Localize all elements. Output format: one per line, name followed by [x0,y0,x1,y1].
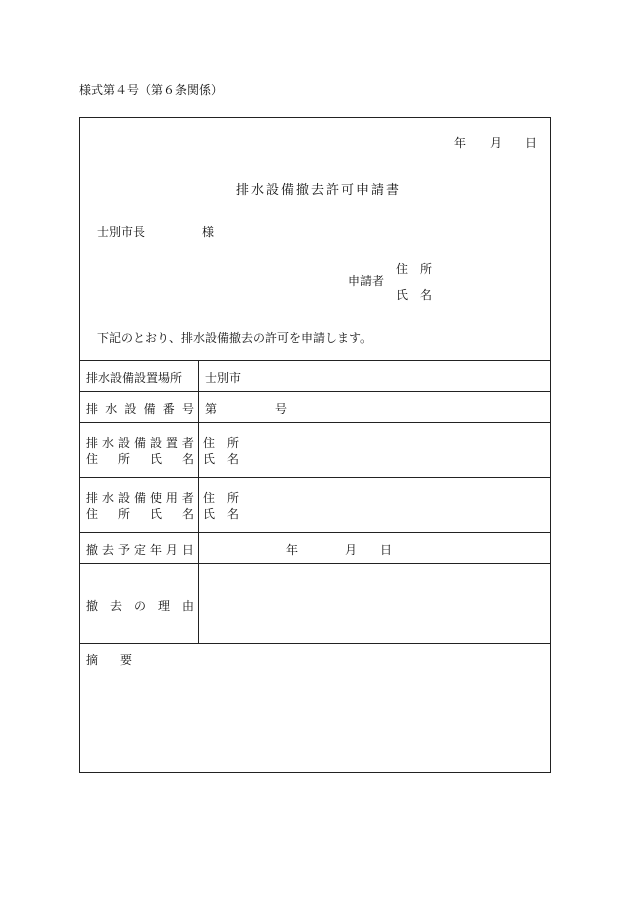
removal-date-label: 撤 去 予 定 年 月 日 [86,543,194,557]
form-number-label: 様式第４号（第６条関係） [79,83,224,97]
number-prefix: 第 [205,402,218,416]
row-divider [80,360,550,361]
document-title: 排水設備撤去許可申請書 [236,183,402,198]
column-divider [198,360,199,643]
addressee-name: 士別市長 [97,225,146,239]
installer-label-line2: 住 所 氏 名 [86,452,194,466]
addressee-honorific: 様 [202,225,215,239]
row-divider [80,563,550,564]
date-month: 月 [490,136,503,150]
user-label-line1: 排 水 設 備 使 用 者 [86,491,194,505]
user-address-label: 住 所 [203,491,240,505]
applicant-label: 申請者 [348,274,385,288]
schedule-year: 年 [286,543,299,557]
location-value: 士別市 [205,371,242,385]
installer-label-line1: 排 水 設 備 設 置 者 [86,436,194,450]
installer-name-label: 氏 名 [203,452,240,466]
row-divider [80,532,550,533]
user-label-line2: 住 所 氏 名 [86,507,194,521]
date-year: 年 [454,136,467,150]
row-divider [80,422,550,423]
location-label: 排水設備設置場所 [86,371,183,385]
row-divider [80,391,550,392]
intro-text: 下記のとおり、排水設備撤去の許可を申請します。 [97,331,373,345]
row-divider [80,477,550,478]
removal-reason-label: 撤 去 の 理 由 [86,599,194,613]
schedule-day: 日 [380,543,393,557]
schedule-month: 月 [345,543,358,557]
date-day: 日 [525,136,538,150]
equipment-number-label: 排 水 設 備 番 号 [86,402,194,416]
application-form [79,117,551,773]
installer-address-label: 住 所 [203,436,240,450]
applicant-name-label: 氏 名 [396,288,433,302]
number-suffix: 号 [275,402,288,416]
applicant-address-label: 住 所 [396,262,433,276]
user-name-label: 氏 名 [203,507,240,521]
row-divider [80,643,550,644]
remarks-label: 摘 要 [86,653,133,667]
